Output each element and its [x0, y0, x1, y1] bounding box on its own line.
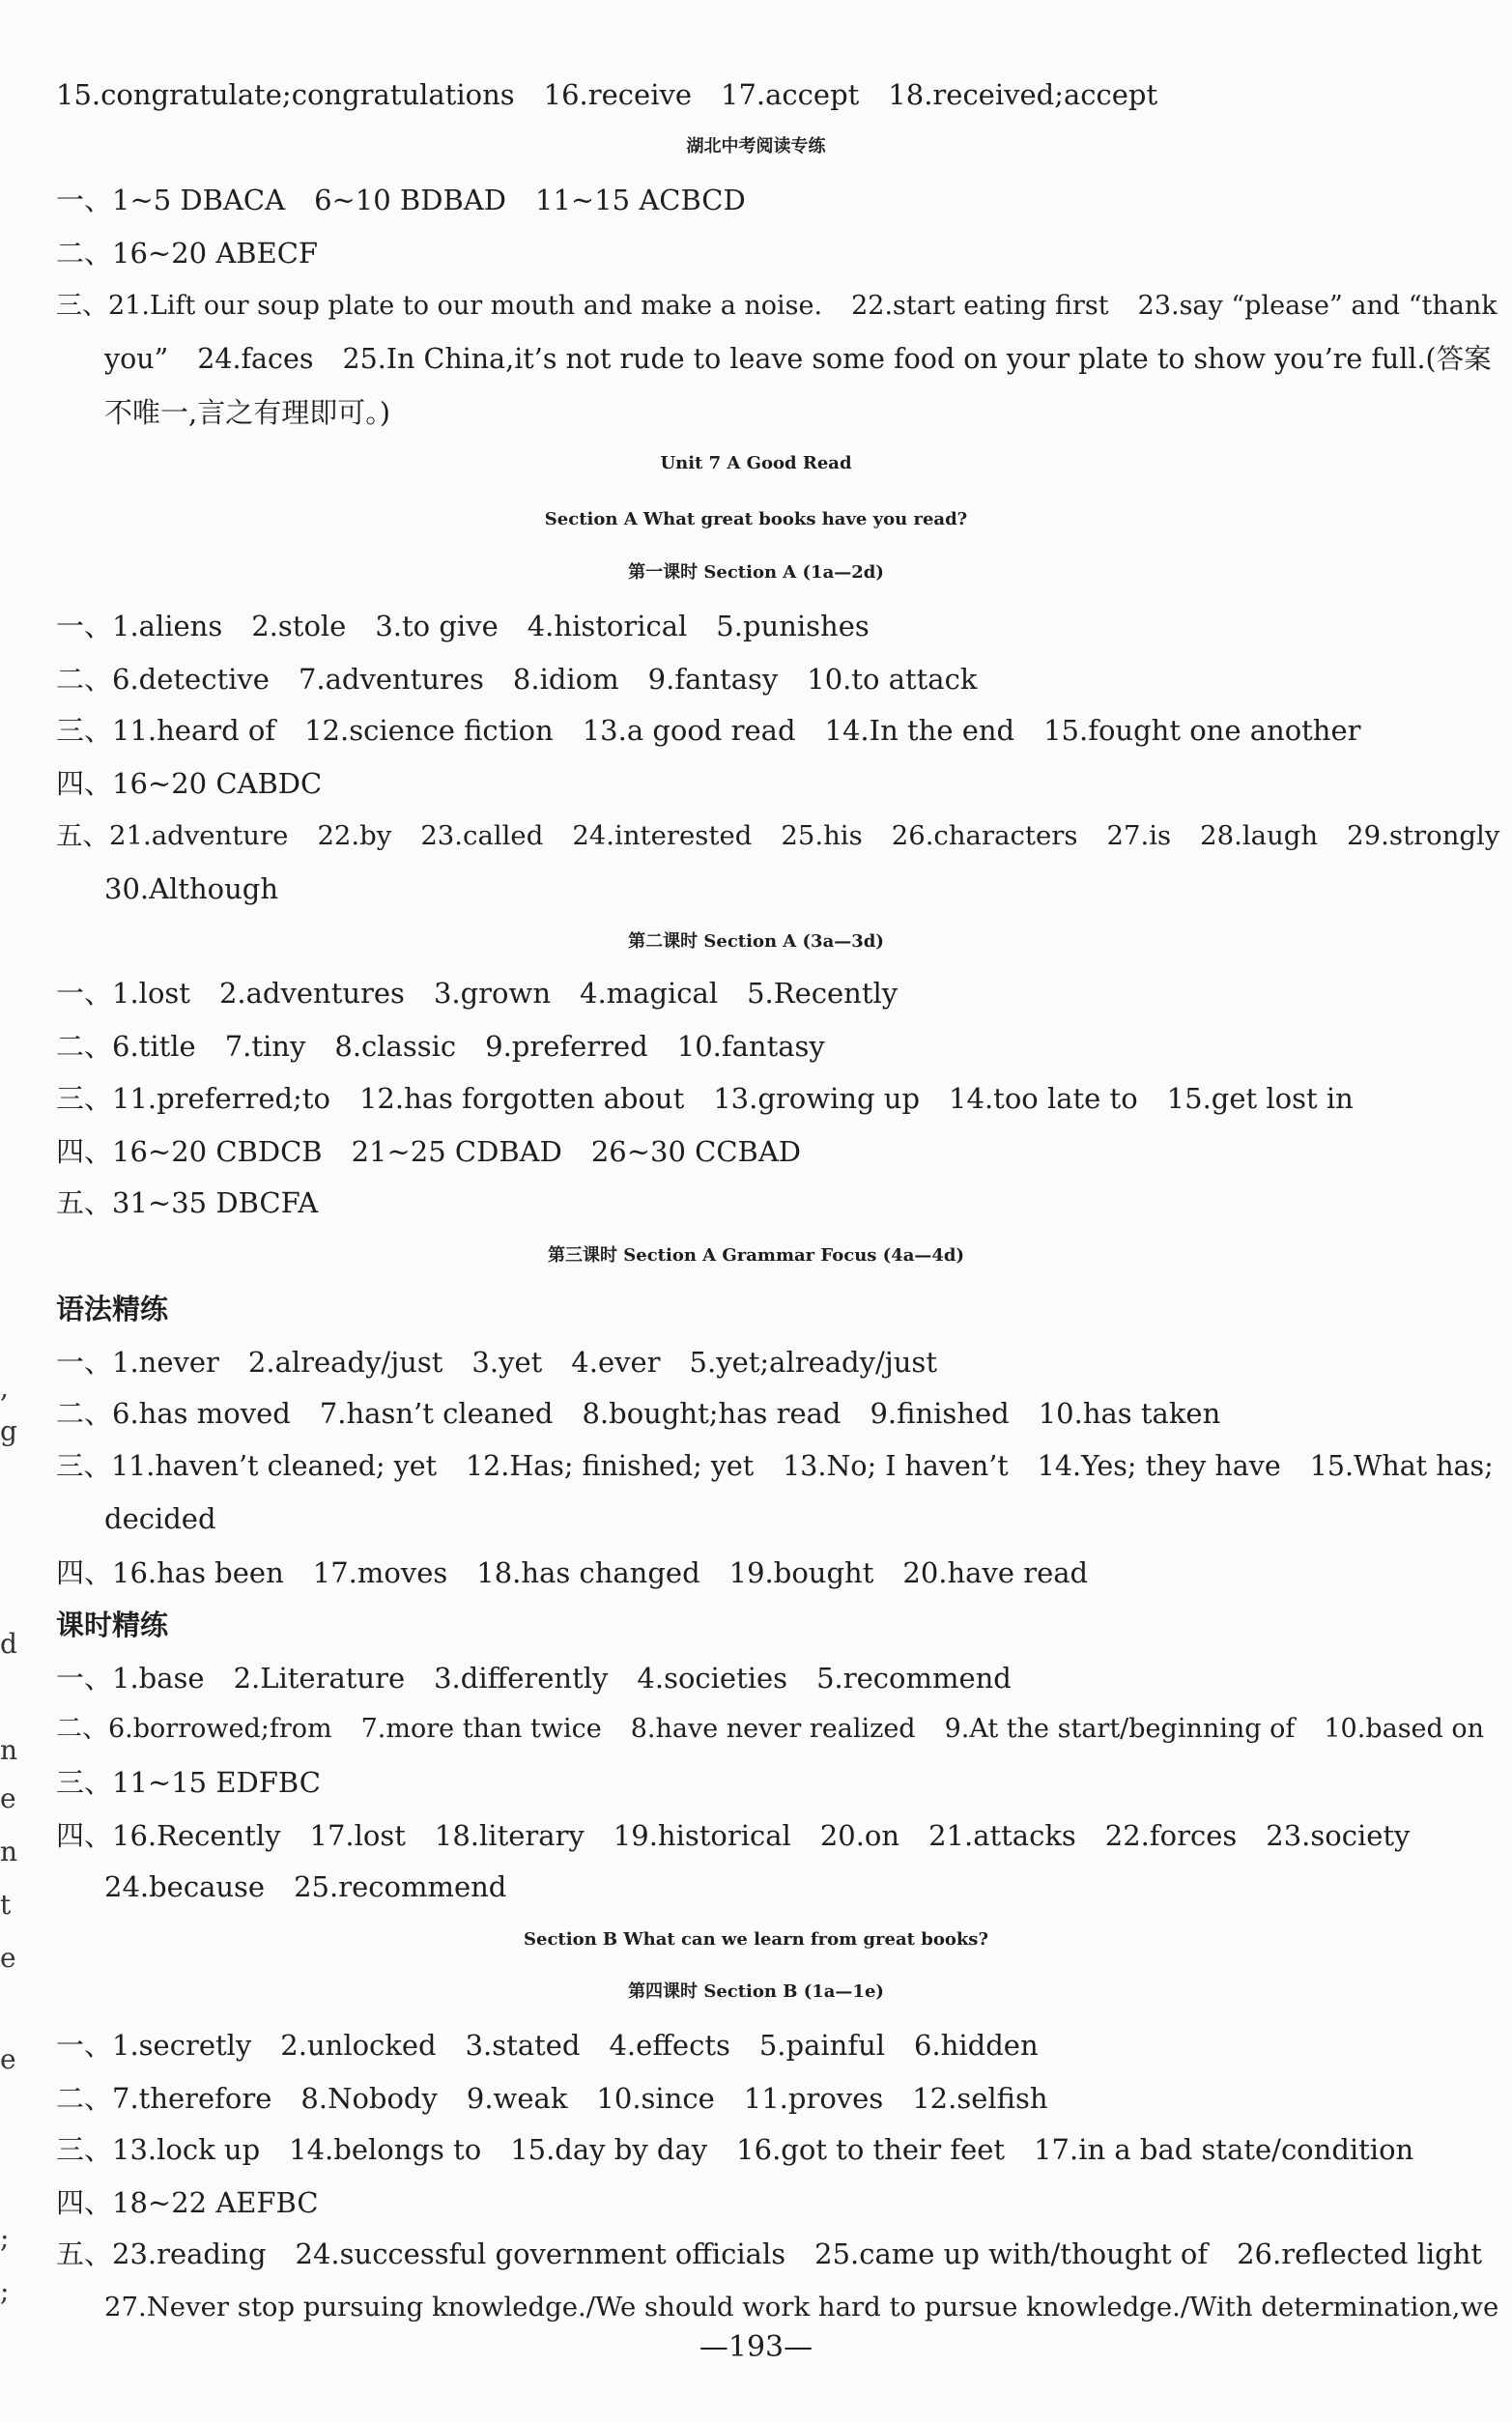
answer-item: 五、21.adventure — [56, 820, 289, 851]
answer-item: 2.already/just — [247, 1346, 443, 1379]
answer-line — [56, 1072, 1493, 1125]
answer-item: 三、11~15 EDFBC — [56, 1766, 321, 1799]
answer-item: 19.bought — [728, 1556, 874, 1589]
margin-mark: ; — [0, 2275, 10, 2307]
answer-item: 24.successful government officials — [295, 2237, 786, 2270]
answer-item: 四、16~20 CBDCB — [56, 1135, 323, 1168]
answer-item: 10.since — [596, 2082, 715, 2115]
answer-item: 2.adventures — [218, 977, 405, 1010]
section-heading: 第三课时 Section A Grammar Focus (4a—4d) — [547, 1245, 965, 1266]
answer-item: 15.day by day — [510, 2133, 708, 2166]
answer-item: 9.fantasy — [647, 663, 779, 696]
margin-mark: g — [0, 1415, 17, 1447]
answer-item: 7.more than twice — [360, 1714, 602, 1744]
answer-item: 12.Has; finished; yet — [466, 1450, 755, 1482]
answer-item: 14.belongs to — [289, 2133, 482, 2166]
answer-item: 一、1.secretly — [56, 2029, 252, 2062]
answer-line — [56, 174, 1493, 226]
answer-line — [56, 280, 1498, 332]
answer-item: 8.classic — [334, 1030, 457, 1063]
answer-line — [56, 1809, 1493, 1862]
answer-item: 30.Although — [104, 872, 279, 905]
answer-line — [56, 1756, 1493, 1809]
answer-item: 8.Nobody — [300, 2082, 438, 2115]
answer-item: 6.hidden — [914, 2029, 1039, 2062]
answer-item: 26.reflected light — [1237, 2237, 1483, 2270]
answer-item: 23.called — [420, 820, 544, 851]
answer-item: 2.unlocked — [280, 2029, 437, 2062]
answer-item: 20.on — [819, 1819, 900, 1852]
answer-item: 13.a good read — [582, 714, 796, 747]
answer-line — [56, 810, 1500, 862]
answer-item: 二、6.title — [56, 1030, 196, 1063]
answer-item: 一、1.never — [56, 1346, 219, 1379]
answer-line — [56, 2072, 1493, 2124]
answer-item: 10.based on — [1324, 1714, 1485, 1744]
answer-line — [56, 704, 1493, 756]
answer-item: 10.fantasy — [676, 1030, 825, 1063]
answer-line — [56, 757, 1493, 810]
answer-item: 16.got to their feet — [736, 2133, 1006, 2166]
answer-item: you” — [104, 343, 169, 375]
answer-item: 17.in a bad state/condition — [1034, 2133, 1414, 2166]
answer-item: 4.magical — [580, 977, 719, 1010]
answer-item: 10.has taken — [1038, 1397, 1221, 1430]
margin-mark: e — [0, 1942, 16, 1974]
answer-item: 5.recommend — [816, 1662, 1012, 1695]
answer-item: 一、1.lost — [56, 977, 190, 1010]
answer-item: 17.lost — [309, 1819, 406, 1852]
answer-item: 14.too late to — [949, 1082, 1138, 1115]
answer-item: 23.say “please” and “thank — [1137, 291, 1498, 321]
answer-item: 29.strongly — [1347, 820, 1500, 851]
section-heading: 湖北中考阅读专练 — [686, 136, 826, 157]
answer-line — [104, 1493, 1493, 1545]
margin-mark: , — [0, 1372, 9, 1404]
answer-item: 二、6.borrowed;from — [56, 1714, 332, 1744]
answer-line — [104, 2281, 1499, 2333]
answer-item: 5.Recently — [747, 977, 899, 1010]
answer-item: 11.proves — [743, 2082, 884, 2115]
answer-item: 15.congratulate;congratulations — [56, 78, 515, 111]
margin-mark: n — [0, 1734, 18, 1766]
answer-item: 四、18~22 AEFBC — [56, 2186, 319, 2219]
answer-item: 3.yet — [471, 1346, 543, 1379]
answer-item: decided — [104, 1502, 216, 1535]
answer-item: 24.faces — [197, 343, 314, 375]
answer-item: 17.moves — [312, 1556, 448, 1589]
section-heading: Section B What can we learn from great books? — [524, 1929, 988, 1950]
answer-item: 12.selfish — [912, 2082, 1048, 2115]
answer-item: 18.received;accept — [888, 78, 1158, 111]
answer-item: 4.ever — [571, 1346, 661, 1379]
answer-item: 7.hasn’t cleaned — [319, 1397, 554, 1430]
answer-item: 不唯一,言之有理即可。) — [104, 396, 391, 429]
answer-item: 一、1.aliens — [56, 610, 223, 642]
answer-item: 25.his — [781, 820, 863, 851]
answer-item: 二、6.detective — [56, 663, 270, 696]
answer-item: 8.have never realized — [630, 1714, 916, 1744]
answer-item: 7.adventures — [298, 663, 484, 696]
answer-item: 25.came up with/thought of — [814, 2237, 1209, 2270]
answer-item: 25.In China,it’s not rude to leave some food on your plate to show you’re full.(答案 — [342, 343, 1492, 375]
left-margin-bleed-text — [0, 0, 18, 2422]
answer-item: 三、13.lock up — [56, 2133, 261, 2166]
answer-item: 二、7.therefore — [56, 2082, 272, 2115]
answer-item: 12.has forgotten about — [358, 1082, 685, 1115]
answer-item: 二、16~20 ABECF — [56, 237, 319, 270]
answer-item: 4.societies — [637, 1662, 788, 1695]
answer-item: 2.stole — [251, 610, 347, 642]
section-heading: Unit 7 A Good Read — [660, 453, 852, 473]
answer-item: 11~15 ACBCD — [535, 184, 746, 216]
answer-item: 21~25 CDBAD — [351, 1135, 562, 1168]
answer-item: 5.punishes — [716, 610, 870, 642]
page-number: —193— — [699, 2330, 813, 2364]
answer-item: 17.accept — [721, 78, 860, 111]
answer-line — [56, 2228, 1493, 2280]
answer-item: 9.finished — [870, 1397, 1010, 1430]
answer-item: 22.forces — [1104, 1819, 1238, 1852]
answer-line — [56, 2019, 1493, 2071]
answer-item: 27.Never stop pursuing knowledge./We should work hard to pursue knowledge./With determination,we — [104, 2292, 1499, 2322]
answer-item: 3.grown — [433, 977, 551, 1010]
answer-item: 3.differently — [434, 1662, 609, 1695]
answer-item: 26.characters — [891, 820, 1078, 851]
answer-line — [56, 1336, 1493, 1388]
answer-item: 7.tiny — [224, 1030, 306, 1063]
answer-item: 5.yet;already/just — [689, 1346, 937, 1379]
answer-line — [56, 653, 1493, 705]
answer-item: 28.laugh — [1200, 820, 1319, 851]
answer-item: 21.attacks — [928, 1819, 1076, 1852]
answer-item: 四、16.has been — [56, 1556, 284, 1589]
answer-line — [56, 967, 1493, 1019]
answer-line — [56, 1387, 1493, 1439]
answer-item: 二、6.has moved — [56, 1397, 291, 1430]
answer-item: 13.No; I haven’t — [783, 1450, 1009, 1482]
margin-mark: d — [0, 1628, 17, 1660]
answer-line — [56, 1177, 1493, 1229]
margin-mark: e — [0, 2043, 16, 2075]
subsection-heading: 课时精练 — [56, 1609, 169, 1641]
section-heading: Section A What great books have you read? — [544, 509, 968, 529]
answer-line — [56, 2123, 1493, 2176]
answer-item: 18.literary — [434, 1819, 585, 1852]
answer-item: 一、1~5 DBACA — [56, 184, 286, 216]
answer-item: 19.historical — [613, 1819, 791, 1852]
answer-line — [104, 863, 1493, 915]
answer-item: 12.science fiction — [304, 714, 554, 747]
answer-item: 24.interested — [572, 820, 753, 851]
answer-item: 三、11.preferred;to — [56, 1082, 330, 1115]
section-heading: 第一课时 Section A (1a—2d) — [628, 562, 884, 583]
answer-item: 27.is — [1106, 820, 1172, 851]
answer-line — [56, 69, 1493, 121]
answer-item: 五、31~35 DBCFA — [56, 1186, 319, 1219]
answer-line — [104, 333, 1493, 385]
answer-item: 四、16.Recently — [56, 1819, 281, 1852]
answer-line — [104, 1861, 1493, 1913]
answer-item: 15.What has; — [1309, 1450, 1494, 1482]
answer-item: 一、1.base — [56, 1662, 205, 1695]
answer-item: 20.have read — [902, 1556, 1089, 1589]
answer-item: 3.stated — [465, 2029, 581, 2062]
answer-item: 15.get lost in — [1166, 1082, 1354, 1115]
answer-item: 三、21.Lift our soup plate to our mouth and make a noise. — [56, 291, 823, 321]
margin-mark: t — [0, 1889, 12, 1921]
answer-line — [56, 600, 1493, 652]
answer-item: 2.Literature — [233, 1662, 406, 1695]
answer-item: 8.idiom — [512, 663, 619, 696]
answer-item: 4.effects — [609, 2029, 730, 2062]
answer-item: 14.In the end — [824, 714, 1015, 747]
answer-item: 15.fought one another — [1043, 714, 1361, 747]
answer-item: 10.to attack — [807, 663, 978, 696]
answer-item: 26~30 CCBAD — [590, 1135, 802, 1168]
answer-item: 四、16~20 CABDC — [56, 767, 323, 800]
answer-item: 18.has changed — [476, 1556, 700, 1589]
answer-item: 14.Yes; they have — [1037, 1450, 1281, 1482]
answer-item: 9.weak — [466, 2082, 568, 2115]
answer-item: 22.by — [317, 820, 392, 851]
section-heading: 第四课时 Section B (1a—1e) — [628, 1981, 884, 2002]
answer-item: 三、11.heard of — [56, 714, 276, 747]
answer-line — [56, 1652, 1493, 1704]
answer-item: 9.At the start/beginning of — [944, 1714, 1296, 1744]
answer-line — [56, 1440, 1493, 1493]
answer-line — [56, 227, 1493, 279]
answer-item: 五、23.reading — [56, 2237, 267, 2270]
answer-item: 24.because — [104, 1870, 266, 1903]
answer-line — [56, 1703, 1493, 1755]
answer-item: 25.recommend — [294, 1870, 507, 1903]
subsection-heading: 语法精练 — [56, 1293, 169, 1325]
answer-line — [56, 1020, 1493, 1072]
margin-mark: e — [0, 1782, 16, 1814]
margin-mark: n — [0, 1836, 18, 1867]
answer-item: 9.preferred — [485, 1030, 648, 1063]
answer-line — [56, 1547, 1493, 1599]
answer-line — [56, 2177, 1493, 2229]
answer-item: 8.bought;has read — [582, 1397, 842, 1430]
margin-mark: ; — [0, 2222, 10, 2254]
answer-line — [104, 386, 1493, 439]
answer-item: 16.receive — [543, 78, 693, 111]
answer-item: 23.society — [1266, 1819, 1411, 1852]
answer-item: 4.historical — [527, 610, 688, 642]
answer-item: 5.painful — [758, 2029, 886, 2062]
answer-item: 6~10 BDBAD — [314, 184, 506, 216]
answer-item: 3.to give — [375, 610, 499, 642]
section-heading: 第二课时 Section A (3a—3d) — [628, 931, 884, 952]
answer-item: 13.growing up — [713, 1082, 921, 1115]
answer-item: 三、11.haven’t cleaned; yet — [56, 1450, 438, 1482]
answer-line — [56, 1126, 1493, 1178]
answer-item: 22.start eating first — [851, 291, 1109, 321]
